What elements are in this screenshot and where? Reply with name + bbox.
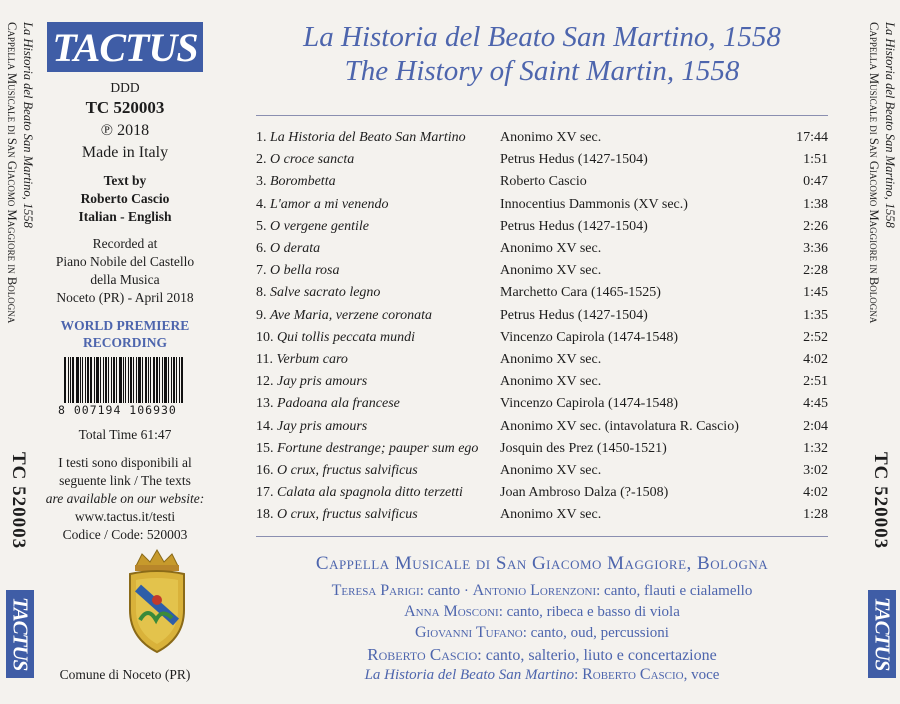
barcode-bar [156,357,158,403]
texts-note: I testi sono disponibili al [58,455,192,470]
track-duration: 17:44 [796,130,828,146]
title-italian: La Historia del Beato San Martino, 1558 [303,21,781,53]
barcode-bar [162,357,163,403]
track-title: 2. O croce sancta [256,152,355,168]
barcode-bar [136,357,137,403]
ddd-label: DDD [110,80,140,95]
track-duration: 1:45 [803,285,828,301]
barcode-bar [70,357,71,403]
barcode-bar [138,357,141,403]
track-title: 8. Salve sacrato legno [256,285,381,301]
track-row [256,305,828,327]
track-title: 7. O bella rosa [256,263,340,279]
track-title: 1. La Historia del Beato San Martino [256,130,466,146]
track-row [256,482,828,504]
track-composer: Josquin des Prez (1450-1521) [500,440,667,456]
barcode-bar [119,357,122,403]
barcode-bar [128,357,129,403]
track-duration: 2:52 [803,329,828,345]
tactus-logo: TACTUS [47,22,203,72]
track-row [256,371,828,393]
track-row [256,349,828,371]
total-time: Total Time 61:47 [78,427,172,442]
barcode-bar [130,357,132,403]
recorded-line: Recorded at [92,236,158,251]
track-duration: 1:38 [803,196,828,212]
track-duration: 1:32 [803,440,828,456]
track-row [256,282,828,304]
barcode-bar [123,357,125,403]
barcode-bar [181,357,183,403]
barcode-bar [100,357,101,403]
barcode-bar [168,357,169,403]
made-in: Made in Italy [81,144,169,161]
track-row [256,415,828,437]
barcode-bar [96,357,99,403]
barcode-bar [108,357,109,403]
track-title: 12. Jay pris amours [256,374,368,390]
track-title: 14. Jay pris amours [256,418,368,434]
performer-line: Anna Mosconi: canto, ribeca e basso di viola [404,603,680,620]
barcode-bar [85,357,86,403]
title-english: The History of Saint Martin, 1558 [344,55,740,87]
barcode-bar [173,357,175,403]
barcode-bar [116,357,117,403]
barcode-bar [142,357,143,403]
website-link[interactable]: www.tactus.it/testi [74,509,176,524]
barcode-bar [105,357,107,403]
track-duration: 1:51 [803,152,828,168]
performer-line: La Historia del Beato San Martino: Roberto Cascio, voce [364,666,720,683]
track-row [256,327,828,349]
performer-line: Giovanni Tufano: canto, oud, percussioni [415,624,669,641]
performer-line: Teresa Parigi: canto · Antonio Lorenzoni: canto, flauti e cialamello [331,582,753,599]
track-duration: 0:47 [803,174,828,190]
catalog-number: TC 520003 [85,98,165,117]
tactus-logo-spine: TACTUS [6,590,34,678]
track-title: 16. O crux, fructus salvificus [256,462,418,478]
spine-catalog: TC 520003 [8,452,29,550]
barcode-bar [87,357,89,403]
track-title: 17. Calata ala spagnola ditto terzetti [256,485,463,501]
album-title [256,20,828,88]
track-duration: 4:02 [803,351,828,367]
text-by-label: Text by [103,173,147,188]
tactus-logo-spine: TACTUS [868,590,896,678]
barcode-bar [113,357,115,403]
track-duration: 3:02 [803,462,828,478]
track-duration: 2:26 [803,218,828,234]
divider [256,115,828,116]
track-composer: Anonimo XV sec. [500,241,602,257]
spine-title: La Historia del Beato San Martino, 1558 Cappella Musicale di San Giacomo Maggiore in Bologna [867,22,897,324]
recorded-line: Noceto (PR) - April 2018 [56,290,194,305]
track-composer: Anonimo XV sec. [500,507,602,523]
barcode-bar [176,357,177,403]
barcode-bar [90,357,92,403]
premiere-label: WORLD PREMIERE [60,318,190,333]
barcode-bar [171,357,172,403]
track-row [256,438,828,460]
barcode-bar [111,357,112,403]
barcode-bar [68,357,69,403]
track-composer: Petrus Hedus (1427-1504) [500,307,648,323]
track-duration: 4:45 [803,396,828,412]
code-line: Codice / Code: 520003 [62,527,188,542]
barcode-bar [103,357,104,403]
track-duration: 2:28 [803,263,828,279]
languages: Italian - English [78,209,172,224]
left-spine [0,0,40,704]
track-title: 11. Verbum caro [256,351,348,367]
track-duration: 1:28 [803,507,828,523]
track-composer: Anonimo XV sec. [500,130,602,146]
track-composer: Innocentius Dammonis (XV sec.) [500,196,688,212]
track-composer: Vincenzo Capirola (1474-1548) [500,396,678,412]
track-row [256,260,828,282]
copyright-year: ℗ 2018 [100,122,150,139]
barcode-number: 8 007194 106930 [58,403,177,417]
track-duration: 4:02 [803,485,828,501]
barcode-bar [153,357,155,403]
comune-label: Comune di Noceto (PR) [59,667,191,682]
barcode-bar [72,357,74,403]
track-title: 18. O crux, fructus salvificus [256,507,418,523]
track-row [256,194,828,216]
performer-line: Roberto Cascio: canto, salterio, liuto e concertazione [367,645,717,664]
track-duration: 2:51 [803,374,828,390]
track-title: 6. O derata [256,241,321,257]
track-title: 9. Ave Maria, verzene coronata [256,307,432,323]
barcode-bar [94,357,95,403]
ensemble-name: Cappella Musicale di San Giacomo Maggiore, Bologna [315,553,769,574]
track-composer: Anonimo XV sec. (intavolatura R. Cascio) [500,418,739,434]
track-list [256,127,828,526]
track-title: 15. Fortune destrange; pauper sum ego [256,440,479,456]
track-row [256,238,828,260]
track-duration: 3:36 [803,241,828,257]
text-author: Roberto Cascio [80,191,170,206]
barcode-bar [150,357,151,403]
barcode-bar [145,357,147,403]
spine-catalog: TC 520003 [870,452,891,550]
track-title: 13. Padoana ala francese [256,396,400,412]
track-title: 5. O vergene gentile [256,218,369,234]
track-composer: Vincenzo Capirola (1474-1548) [500,329,678,345]
track-duration: 1:35 [803,307,828,323]
track-composer: Petrus Hedus (1427-1504) [500,218,648,234]
track-composer: Anonimo XV sec. [500,462,602,478]
track-duration: 2:04 [803,418,828,434]
barcode-bar [76,357,79,403]
track-composer: Roberto Cascio [500,174,587,190]
track-row [256,127,828,149]
texts-note: seguente link / The texts [59,473,191,488]
barcode-bar [125,357,126,403]
track-row [256,393,828,415]
divider [256,536,828,537]
barcode-bar [148,357,149,403]
barcode-bar [80,357,81,403]
track-row [256,171,828,193]
barcode-bar [164,357,167,403]
right-spine [862,0,900,704]
barcode-bar [133,357,134,403]
track-composer: Anonimo XV sec. [500,351,602,367]
barcode-bar [64,357,66,403]
track-composer: Petrus Hedus (1427-1504) [500,152,648,168]
track-title: 3. Borombetta [256,174,336,190]
track-title: 10. Qui tollis peccata mundi [256,329,416,345]
barcode-bar [82,357,83,403]
comune-crest-icon [122,548,192,658]
track-title: 4. L'amor a mi venendo [256,196,389,212]
spine-title: La Historia del Beato San Martino, 1558 Cappella Musicale di San Giacomo Maggiore in Bologna [5,22,35,324]
track-row [256,504,828,526]
recorded-line: della Musica [90,272,160,287]
track-row [256,460,828,482]
track-row [256,216,828,238]
recorded-line: Piano Nobile del Castello [55,254,195,269]
premiere-label: RECORDING [82,335,167,350]
texts-note: are available on our website: [45,491,205,506]
track-row [256,149,828,171]
track-composer: Anonimo XV sec. [500,263,602,279]
barcode [64,357,184,403]
track-composer: Anonimo XV sec. [500,374,602,390]
track-composer: Joan Ambroso Dalza (?-1508) [500,485,669,501]
track-composer: Marchetto Cara (1465-1525) [500,285,661,301]
barcode-bar [179,357,180,403]
barcode-bar [159,357,160,403]
